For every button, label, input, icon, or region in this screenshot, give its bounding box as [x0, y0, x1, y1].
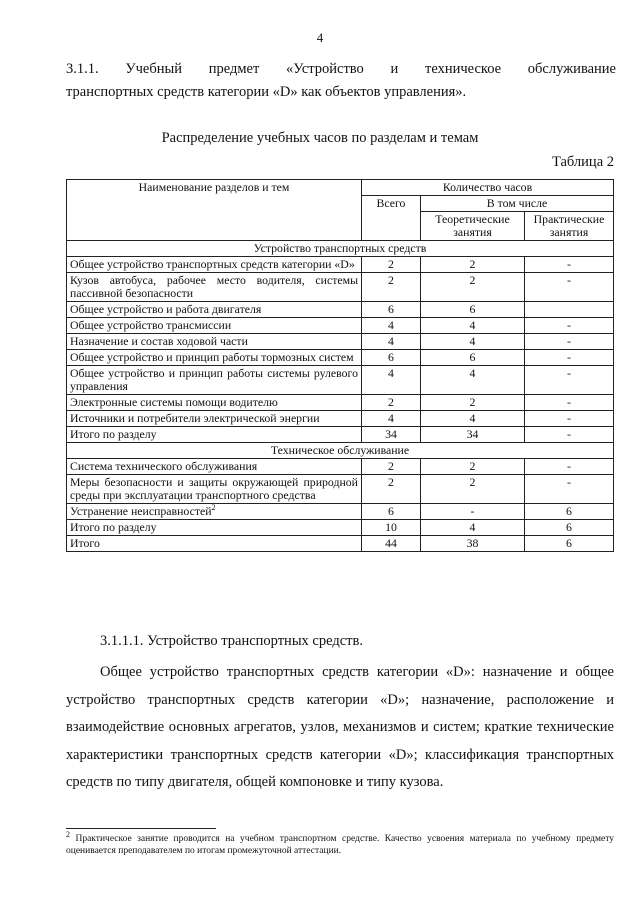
topic-name: [67, 504, 362, 520]
hours-theory: 4: [421, 366, 525, 395]
table-row: [67, 273, 614, 302]
table-row: [67, 395, 614, 411]
table-row: [67, 520, 614, 536]
hours-theory: 38: [421, 536, 525, 552]
topic-name-text: Кузов автобуса, рабочее место водителя, системы пассивной безопасности: [70, 273, 358, 300]
hours-practice: -: [525, 459, 614, 475]
topic-name-text: Итого по разделу: [70, 427, 157, 441]
topic-name: [67, 520, 362, 536]
table-row: [67, 366, 614, 395]
hours-theory: 2: [421, 459, 525, 475]
hours-practice: 6: [525, 520, 614, 536]
hours-total: 6: [362, 504, 421, 520]
topic-name: [67, 257, 362, 273]
subsection-title: 3.1.1.1. Устройство транспортных средств.: [100, 633, 363, 649]
topic-name-text: Общее устройство и принцип работы системы рулевого управления: [70, 366, 358, 393]
hours-table: [66, 179, 614, 552]
hours-theory: 6: [421, 302, 525, 318]
footnote-text: Практическое занятие проводится на учебном транспортном средстве. Качество усвоения материала по учебному предмету оценивается преподавателем по итогам промежуточной аттестации.: [66, 834, 614, 856]
hours-theory: -: [421, 504, 525, 520]
hours-practice: -: [525, 350, 614, 366]
topic-name: [67, 366, 362, 395]
topic-name: [67, 273, 362, 302]
table-row: [67, 427, 614, 443]
table-row: [67, 334, 614, 350]
topic-name-text: Электронные системы помощи водителю: [70, 395, 278, 409]
topic-name-text: Назначение и состав ходовой части: [70, 334, 248, 348]
hours-practice: -: [525, 366, 614, 395]
header-hours: Количество часов: [362, 180, 614, 196]
hours-practice: -: [525, 318, 614, 334]
hours-total: 2: [362, 475, 421, 504]
hours-practice: 6: [525, 504, 614, 520]
hours-total: 4: [362, 366, 421, 395]
hours-total: 34: [362, 427, 421, 443]
hours-total: 2: [362, 273, 421, 302]
topic-name-text: Устранение неисправностей: [70, 504, 212, 518]
body-paragraph: Общее устройство транспортных средств категории «D»: назначение и общее устройство транспортных средств категории «D»; назначение, расположение и взаимодействие основных агрегатов, узлов, механизмов и систем; краткие технические характеристики транспортных средств категории «D»; классификация транспортных средств по типу двигателя, общей компоновке и типу кузова.: [66, 664, 614, 790]
topic-name: [67, 411, 362, 427]
topic-name-text: Итого по разделу: [70, 520, 157, 534]
hours-theory: 2: [421, 257, 525, 273]
hours-practice: -: [525, 427, 614, 443]
subject-heading-line-1: 3.1.1. Учебный предмет «Устройство и техническое обслуживание: [66, 61, 616, 77]
topic-name: [67, 350, 362, 366]
topic-name-text: Итого: [70, 536, 100, 550]
section-title: Техническое обслуживание: [67, 443, 614, 459]
hours-total: 6: [362, 302, 421, 318]
table-row: [67, 504, 614, 520]
header-practice: Практические занятия: [525, 212, 614, 241]
hours-theory: 2: [421, 475, 525, 504]
hours-practice: 6: [525, 536, 614, 552]
topic-name-text: Общее устройство и принцип работы тормозных систем: [70, 350, 354, 364]
table-row: [67, 257, 614, 273]
hours-practice: -: [525, 395, 614, 411]
header-name: Наименование разделов и тем: [67, 180, 362, 241]
topic-name-text: Общее устройство трансмиссии: [70, 318, 232, 332]
table-row: [67, 318, 614, 334]
topic-name-text: Общее устройство транспортных средств категории «D»: [70, 257, 355, 271]
table-row: [67, 350, 614, 366]
hours-theory: 2: [421, 395, 525, 411]
hours-total: 4: [362, 334, 421, 350]
topic-name: [67, 536, 362, 552]
hours-total: 2: [362, 459, 421, 475]
header-including: В том числе: [421, 196, 614, 212]
topic-name: [67, 302, 362, 318]
footnote-marker: 2: [66, 829, 70, 839]
table-row: [67, 302, 614, 318]
hours-total: 10: [362, 520, 421, 536]
hours-total: 4: [362, 318, 421, 334]
topic-name-text: Общее устройство и работа двигателя: [70, 302, 262, 316]
section-row: [67, 241, 614, 257]
footnote-divider: [66, 828, 216, 829]
hours-theory: 2: [421, 273, 525, 302]
topic-name-text: Меры безопасности и защиты окружающей природной среды при эксплуатации транспортного средства: [70, 475, 358, 502]
page-number: 4: [316, 30, 324, 45]
subject-heading: [66, 58, 616, 104]
hours-total: 44: [362, 536, 421, 552]
section-title: Устройство транспортных средств: [67, 241, 614, 257]
hours-practice: -: [525, 411, 614, 427]
hours-total: 6: [362, 350, 421, 366]
hours-practice: -: [525, 273, 614, 302]
topic-name: [67, 395, 362, 411]
topic-name: [67, 427, 362, 443]
topic-name: [67, 459, 362, 475]
hours-theory: 6: [421, 350, 525, 366]
hours-total: 4: [362, 411, 421, 427]
table-row: [67, 459, 614, 475]
hours-practice: -: [525, 257, 614, 273]
table-row: [67, 411, 614, 427]
hours-practice: -: [525, 334, 614, 350]
hours-theory: 4: [421, 334, 525, 350]
hours-practice: [525, 302, 614, 318]
subject-heading-line-2: транспортных средств категории «D» как объектов управления».: [66, 84, 467, 100]
footnote: [66, 829, 614, 857]
hours-theory: 4: [421, 520, 525, 536]
topic-name: [67, 318, 362, 334]
section-row: [67, 443, 614, 459]
header-total: Всего: [362, 196, 421, 241]
topic-name: [67, 334, 362, 350]
hours-theory: 4: [421, 411, 525, 427]
table-row: [67, 475, 614, 504]
hours-theory: 4: [421, 318, 525, 334]
hours-total: 2: [362, 395, 421, 411]
hours-theory: 34: [421, 427, 525, 443]
table-row: [67, 536, 614, 552]
footnote-reference: 2: [211, 503, 216, 513]
topic-name-text: Источники и потребители электрической энергии: [70, 411, 320, 425]
table-header-row: [67, 180, 614, 196]
distribution-title: Распределение учебных часов по разделам и темам: [161, 130, 479, 146]
topic-name: [67, 475, 362, 504]
hours-practice: -: [525, 475, 614, 504]
topic-name-text: Система технического обслуживания: [70, 459, 258, 473]
hours-total: 2: [362, 257, 421, 273]
header-theory: Теоретические занятия: [421, 212, 525, 241]
table-label: Таблица 2: [551, 154, 614, 170]
